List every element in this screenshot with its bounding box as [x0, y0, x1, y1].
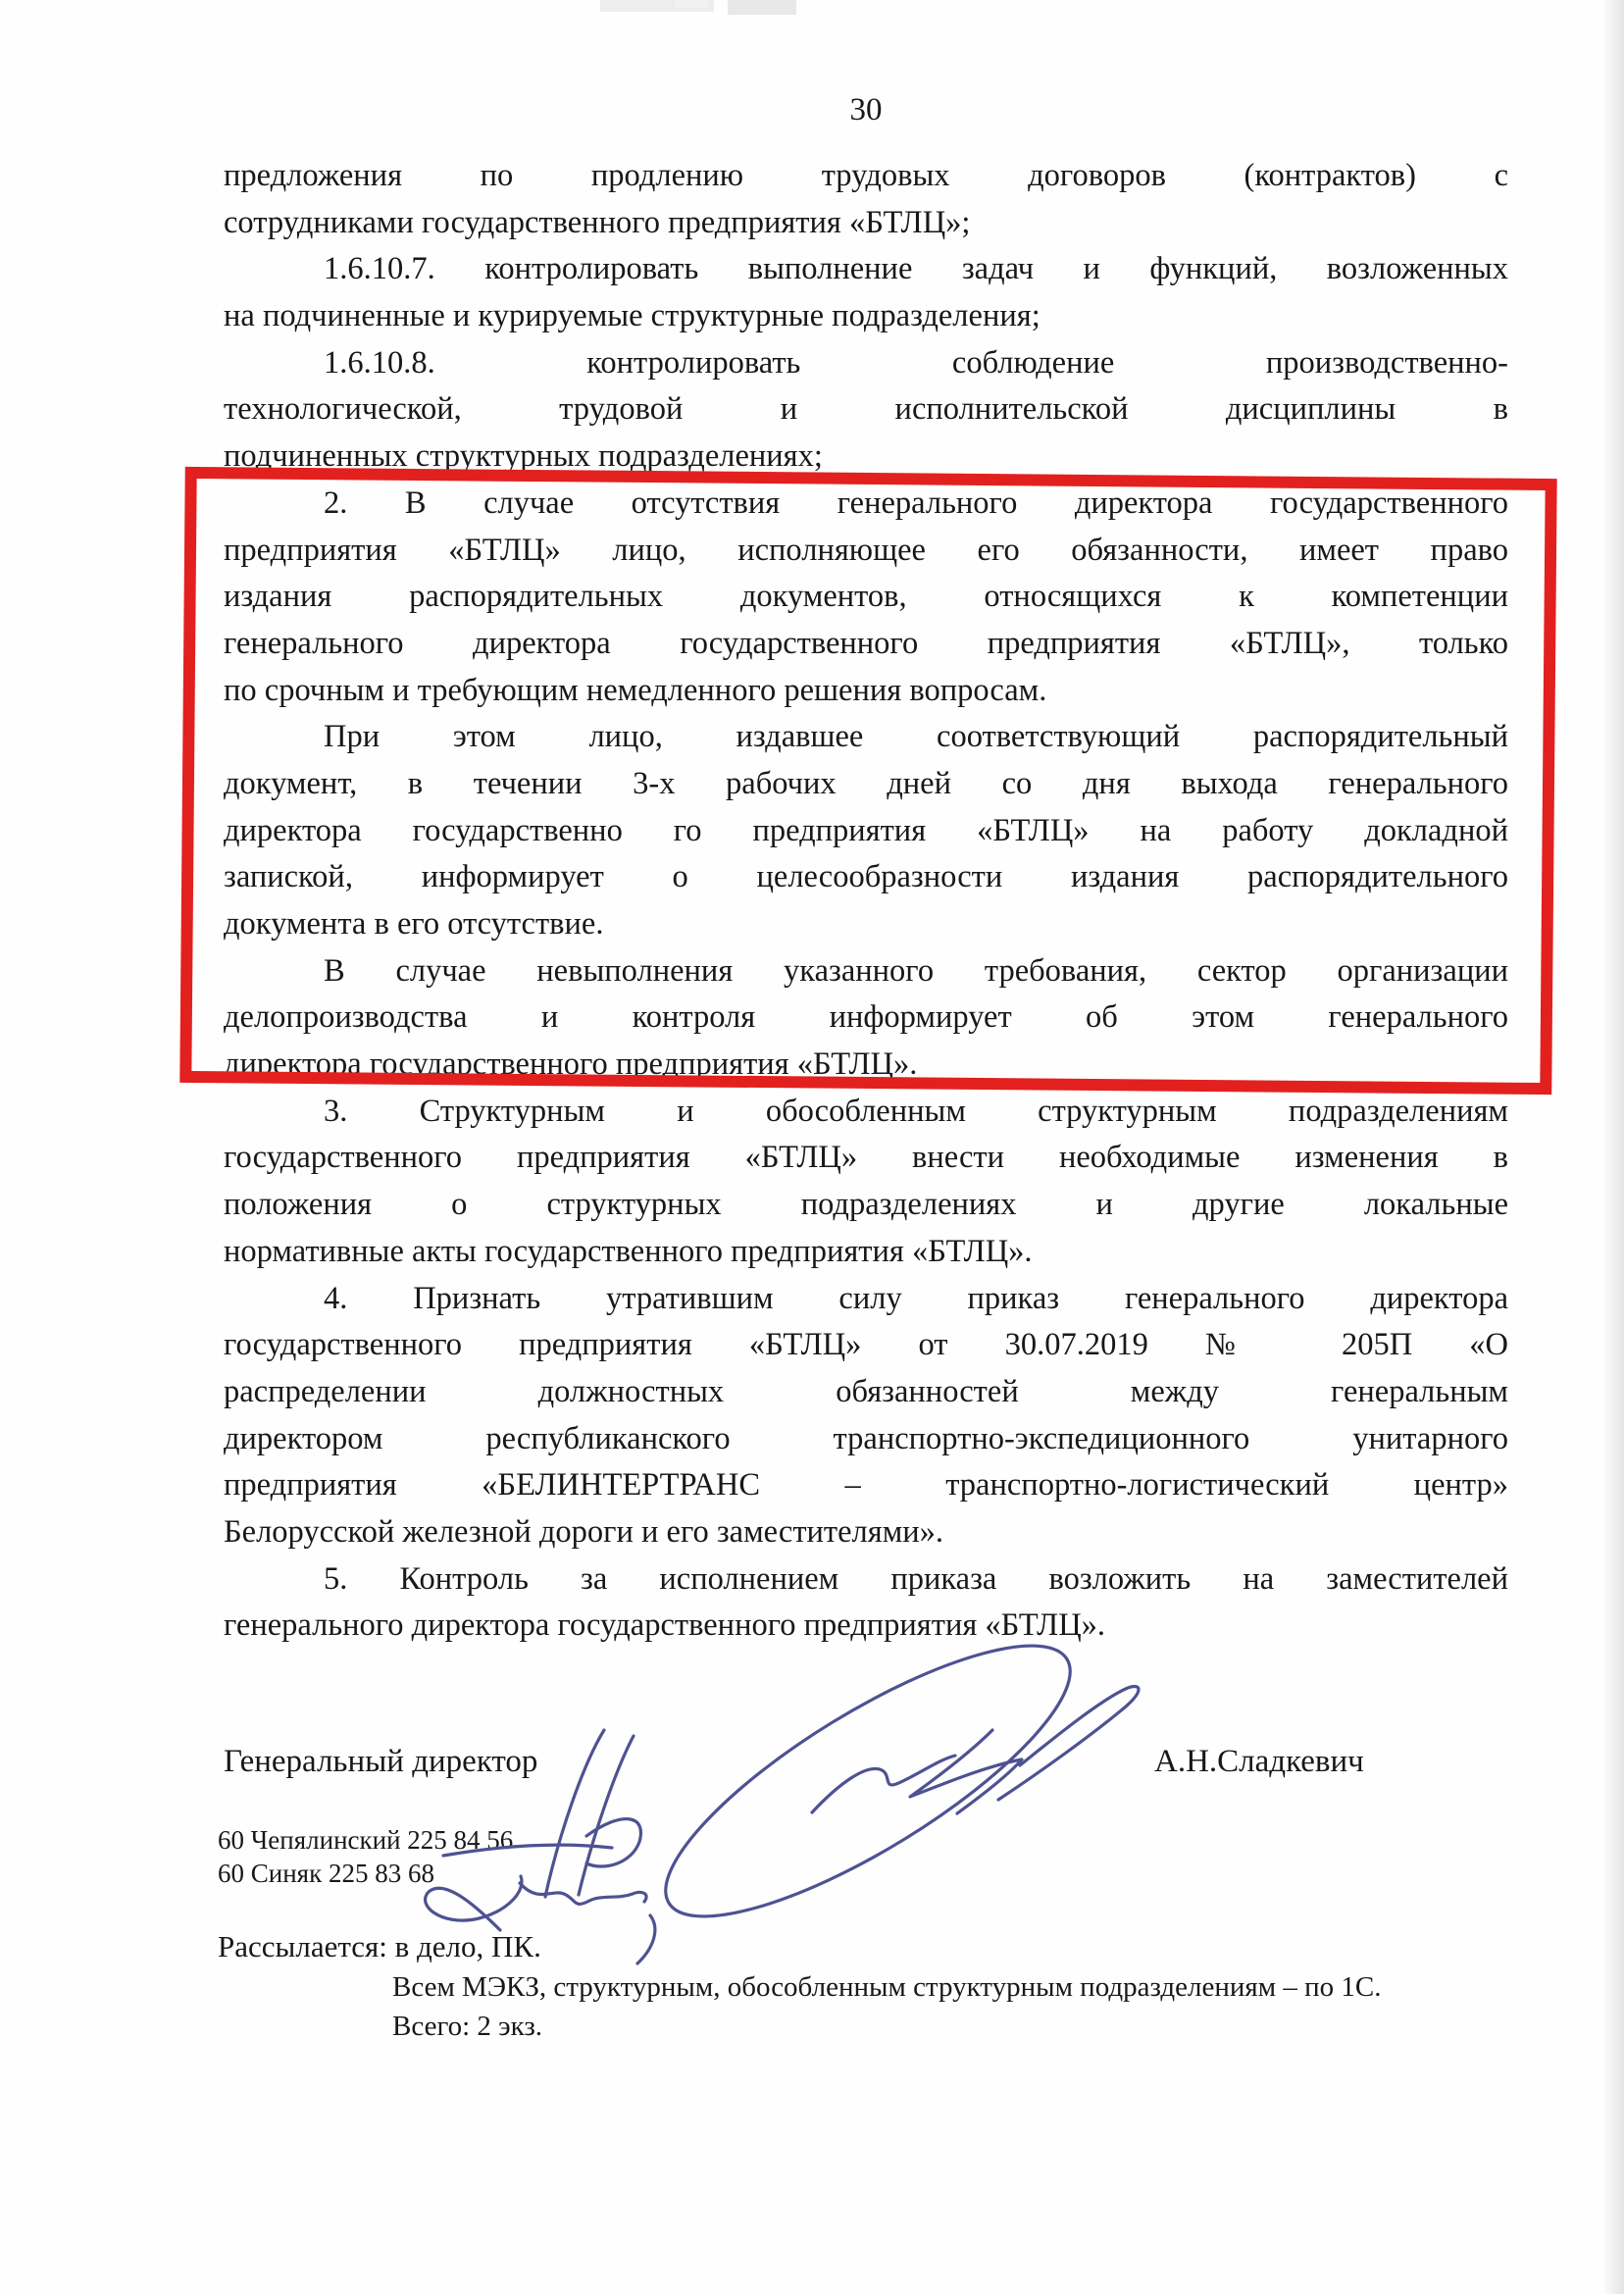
doc-line: документа в его отсутствие. [224, 906, 604, 942]
doc-line: нормативные акты государственного предприятия «БТЛЦ». [224, 1233, 1033, 1269]
director-signature-ink [633, 1601, 1139, 1962]
doc-line: предприятия «БТЛЦ» лицо, исполняющее его обязанности, имеет право [224, 532, 1508, 568]
scan-artifact [728, 0, 796, 15]
signature-title: Генеральный директор [224, 1744, 538, 1779]
contact-line: 60 Чепялинский 225 84 56 [218, 1825, 514, 1855]
doc-line: директором республиканского транспортно-экспедиционного унитарного [224, 1420, 1508, 1456]
doc-line: государственного предприятия «БТЛЦ» от 30.07.2019 № 205П «О [224, 1327, 1508, 1363]
doc-line: издания распорядительных документов, относящихся к компетенции [224, 579, 1508, 615]
doc-line: В случае невыполнения указанного требования, сектор организации [324, 952, 1508, 989]
doc-line: на подчиненные и курируемые структурные подразделения; [224, 298, 1040, 334]
red-highlight-box [179, 467, 1556, 1095]
doc-line: 4. Признать утратившим силу приказ генерального директора [324, 1280, 1508, 1316]
doc-line: распределении должностных обязанностей между генеральным [224, 1373, 1508, 1409]
scan-artifact [675, 0, 708, 8]
doc-line: запиской, информирует о целесообразности издания распорядительного [224, 859, 1508, 895]
doc-line: технологической, трудовой и исполнительской дисциплины в [224, 391, 1508, 428]
doc-line: 5. Контроль за исполнением приказа возложить на заместителей [324, 1560, 1508, 1597]
doc-line: директора государственного предприятия «БТЛЦ». [224, 1046, 918, 1083]
doc-line: При этом лицо, издавшее соответствующий распорядительный [324, 719, 1508, 755]
doc-line: подчиненных структурных подразделениях; [224, 438, 823, 475]
doc-line: Белорусской железной дороги и его заместителями». [224, 1513, 944, 1550]
doc-line: 1.6.10.8. контролировать соблюдение производственно- [324, 344, 1508, 381]
contact-line: 60 Синяк 225 83 68 [218, 1859, 434, 1888]
doc-line: сотрудниками государственного предприятия «БТЛЦ»; [224, 204, 971, 240]
doc-line: предприятия «БЕЛИНТЕРТРАНС – транспортно-логистический центр» [224, 1467, 1508, 1504]
doc-line: предложения по продлению трудовых договоров (контрактов) с [224, 158, 1508, 193]
page-number: 30 [849, 92, 883, 127]
doc-line: 1.6.10.7. контролировать выполнение задач и функций, возложенных [324, 251, 1508, 287]
distribution-line: Всем МЭКЗ, структурным, обособленным структурным подразделениям – по 1С. [392, 1971, 1382, 2003]
doc-line: делопроизводства и контроля информирует об этом генерального [224, 999, 1508, 1036]
doc-line: 3. Структурным и обособленным структурным подразделениям [324, 1093, 1508, 1129]
doc-line: 2. В случае отсутствия генерального директора государственного [324, 484, 1508, 521]
doc-line: документ, в течении 3-х рабочих дней со дня выхода генерального [224, 765, 1508, 801]
doc-line: государственного предприятия «БТЛЦ» внести необходимые изменения в [224, 1140, 1508, 1176]
distribution-line: Всего: 2 экз. [392, 2011, 543, 2042]
doc-line: генерального директора государственного предприятия «БТЛЦ». [224, 1607, 1106, 1644]
signature-name: А.Н.Сладкевич [1154, 1744, 1364, 1779]
distribution-line: Рассылается: в дело, ПК. [218, 1929, 541, 1963]
doc-line: генерального директора государственного предприятия «БТЛЦ», только [224, 625, 1508, 661]
scan-edge-shadow [1604, 0, 1624, 2294]
doc-line: по срочным и требующим немедленного решения вопросам. [224, 672, 1047, 708]
doc-line: положения о структурных подразделениях и другие локальные [224, 1187, 1508, 1223]
doc-line: директора государственно го предприятия «БТЛЦ» на работу докладной [224, 812, 1508, 848]
